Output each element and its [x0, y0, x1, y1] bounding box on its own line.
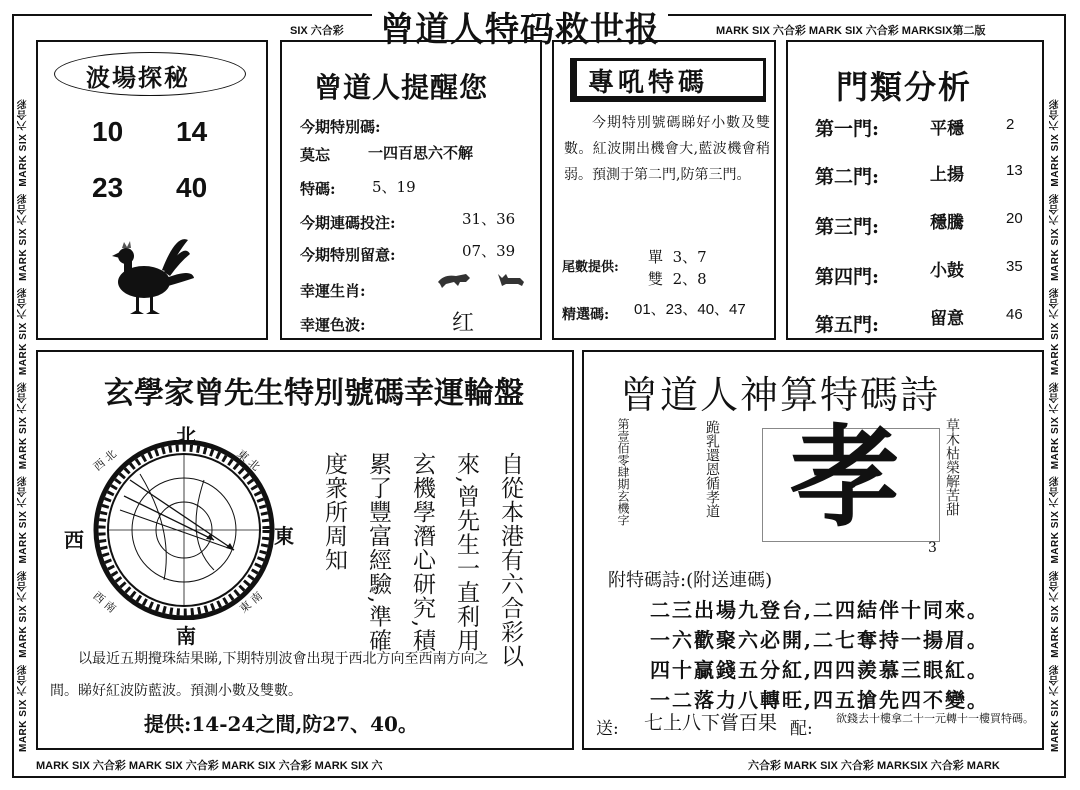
header-left-strip: SIX 六合彩 — [290, 25, 344, 37]
reminder-label: 今期連碼投注: — [300, 214, 396, 232]
gate-label: 第二門: — [815, 166, 880, 188]
reminder-title: 曾道人提醒您 — [314, 71, 489, 104]
gate-number: 2 — [1006, 116, 1015, 133]
poem-line: 一六歡聚六必開,二七奪持一揚眉。 — [650, 628, 989, 652]
gate-label: 第三門: — [815, 216, 880, 238]
wheel-description: 間。睇好紅波防藍波。預測小數及雙數。 — [50, 683, 302, 699]
gate-label: 第五門: — [815, 314, 880, 336]
gate-number: 13 — [1006, 162, 1023, 179]
tiger-icon — [434, 270, 474, 290]
header-right-strip: MARK SIX 六合彩 MARK SIX 六合彩 MARKSIX第二版 — [716, 25, 986, 37]
gate-word: 穩騰 — [930, 213, 964, 233]
left-side-strip: MARK SIX 六合彩 MARK SIX 六合彩 MARK SIX 六合彩 MARK SIX 六合彩 MARK SIX 六合彩 MARK SIX 六合彩 MARK SIX 六合彩 — [18, 98, 29, 752]
tail-double: 雙 2、8 — [648, 270, 707, 288]
dir-east: 東 — [274, 524, 294, 548]
send-label: 送: — [596, 719, 619, 739]
reminder-value: 一四百思六不解 — [368, 144, 474, 162]
pair-text: 欲錢去十樓拿二十一元轉十一樓買特碼。 — [836, 712, 1034, 725]
special-title: 專吼特碼 — [588, 68, 709, 98]
poem-mid-column: 跪乳還恩循孝道 — [704, 420, 720, 518]
bochang-number: 40 — [176, 172, 208, 203]
reminder-label: 特碼: — [300, 180, 336, 198]
gate-word: 留意 — [930, 309, 964, 329]
tail-label: 尾數提供: — [562, 260, 619, 275]
gate-number: 20 — [1006, 210, 1023, 227]
reminder-value: 07、39 — [462, 242, 516, 260]
wheel-provide: 提供:14-24之間,防27、40。 — [144, 712, 418, 736]
pair-label: 配: — [790, 719, 813, 739]
gate-label: 第一門: — [815, 118, 880, 140]
gates-title: 門類分析 — [836, 68, 973, 106]
tail-single: 單 3、7 — [648, 248, 707, 266]
gate-word: 小鼓 — [930, 261, 964, 281]
pick-numbers: 01、23、40、47 — [634, 301, 746, 318]
poem-line: 一二落力八轉旺,四五搶先四不變。 — [650, 688, 989, 712]
dir-south: 南 — [176, 624, 196, 648]
gate-word: 平穩 — [930, 119, 964, 139]
reminder-label: 幸運生肖: — [300, 282, 366, 300]
bochang-number: 14 — [176, 116, 208, 147]
reminder-label: 今期特別碼: — [300, 118, 381, 136]
gate-number: 35 — [1006, 258, 1023, 275]
lucky-color: 红 — [452, 311, 475, 336]
reminder-label: 今期特別留意: — [300, 246, 396, 264]
page-title: 曾道人特码救世报 — [372, 2, 668, 51]
reminder-label: 莫忘 — [300, 146, 331, 164]
wheel-column: 度衆所周知 — [321, 452, 347, 572]
wheel-title: 玄學家曾先生特別號碼幸運輪盤 — [104, 376, 524, 411]
special-text: 今期特別號碼睇好小數及雙數。紅波開出機會大,藍波機會稍弱。預測于第二門,防第三門。 — [564, 115, 770, 183]
poem-subtitle: 附特碼詩:(附送連碼) — [608, 570, 773, 591]
poem-small-mark: 3 — [928, 540, 937, 556]
dir-north: 北 — [176, 424, 196, 448]
reminder-value: 5、19 — [372, 178, 416, 196]
dir-west: 西 — [64, 528, 84, 552]
bochang-number: 10 — [92, 116, 124, 147]
wheel-column: 玄機學潛心研究,積 — [409, 452, 435, 653]
send-text: 七上八下嘗百果 — [644, 712, 778, 734]
footer-right-strip: 六合彩 MARK SIX 六合彩 MARKSIX 六合彩 MARK — [748, 760, 1000, 772]
pick-label: 精選碼: — [562, 307, 610, 323]
poem-line: 四十贏錢五分紅,四四羨慕三眼紅。 — [650, 658, 989, 682]
big-char: 孝 — [790, 414, 900, 542]
bochang-number: 23 — [92, 172, 124, 203]
gate-number: 46 — [1006, 306, 1023, 323]
dir-southeast: 東 南 — [237, 589, 266, 616]
gate-word: 上揚 — [930, 165, 964, 185]
wheel-description: 以最近五期攪珠結果睇,下期特別波會出現于西北方向至西南方向之 — [78, 651, 489, 667]
reminder-value: 31、36 — [462, 210, 516, 228]
wheel-column: 來,曾先生一直利用 — [453, 452, 479, 653]
poem-line: 二三出場九登台,二四結伴十同來。 — [650, 598, 989, 622]
ox-icon — [494, 268, 528, 290]
bochang-title: 波場探秘 — [86, 63, 190, 92]
dir-northwest: 西 北 — [91, 447, 120, 474]
gate-label: 第四門: — [815, 266, 880, 288]
footer-left-strip: MARK SIX 六合彩 MARK SIX 六合彩 MARK SIX 六合彩 MARK SIX 六 — [36, 760, 383, 772]
poem-title: 曾道人神算特碼詩 — [620, 373, 941, 417]
dir-northeast: 東 北 — [234, 447, 263, 474]
dir-southwest: 西 南 — [90, 589, 119, 616]
poem-right-column: 草木枯榮解苦甜 — [944, 418, 960, 516]
wheel-column: 自從本港有六合彩以 — [497, 452, 523, 668]
poem-left-column: 第壹佰零肆期玄機字 — [616, 418, 630, 526]
reminder-label: 幸運色波: — [300, 316, 366, 334]
right-side-strip: MARK SIX 六合彩 MARK SIX 六合彩 MARK SIX 六合彩 MARK SIX 六合彩 MARK SIX 六合彩 MARK SIX 六合彩 MARK SIX 六合彩 — [1050, 98, 1061, 752]
wheel-column: 累了豐富經驗,準確 — [365, 452, 391, 653]
rooster-icon — [104, 232, 196, 320]
